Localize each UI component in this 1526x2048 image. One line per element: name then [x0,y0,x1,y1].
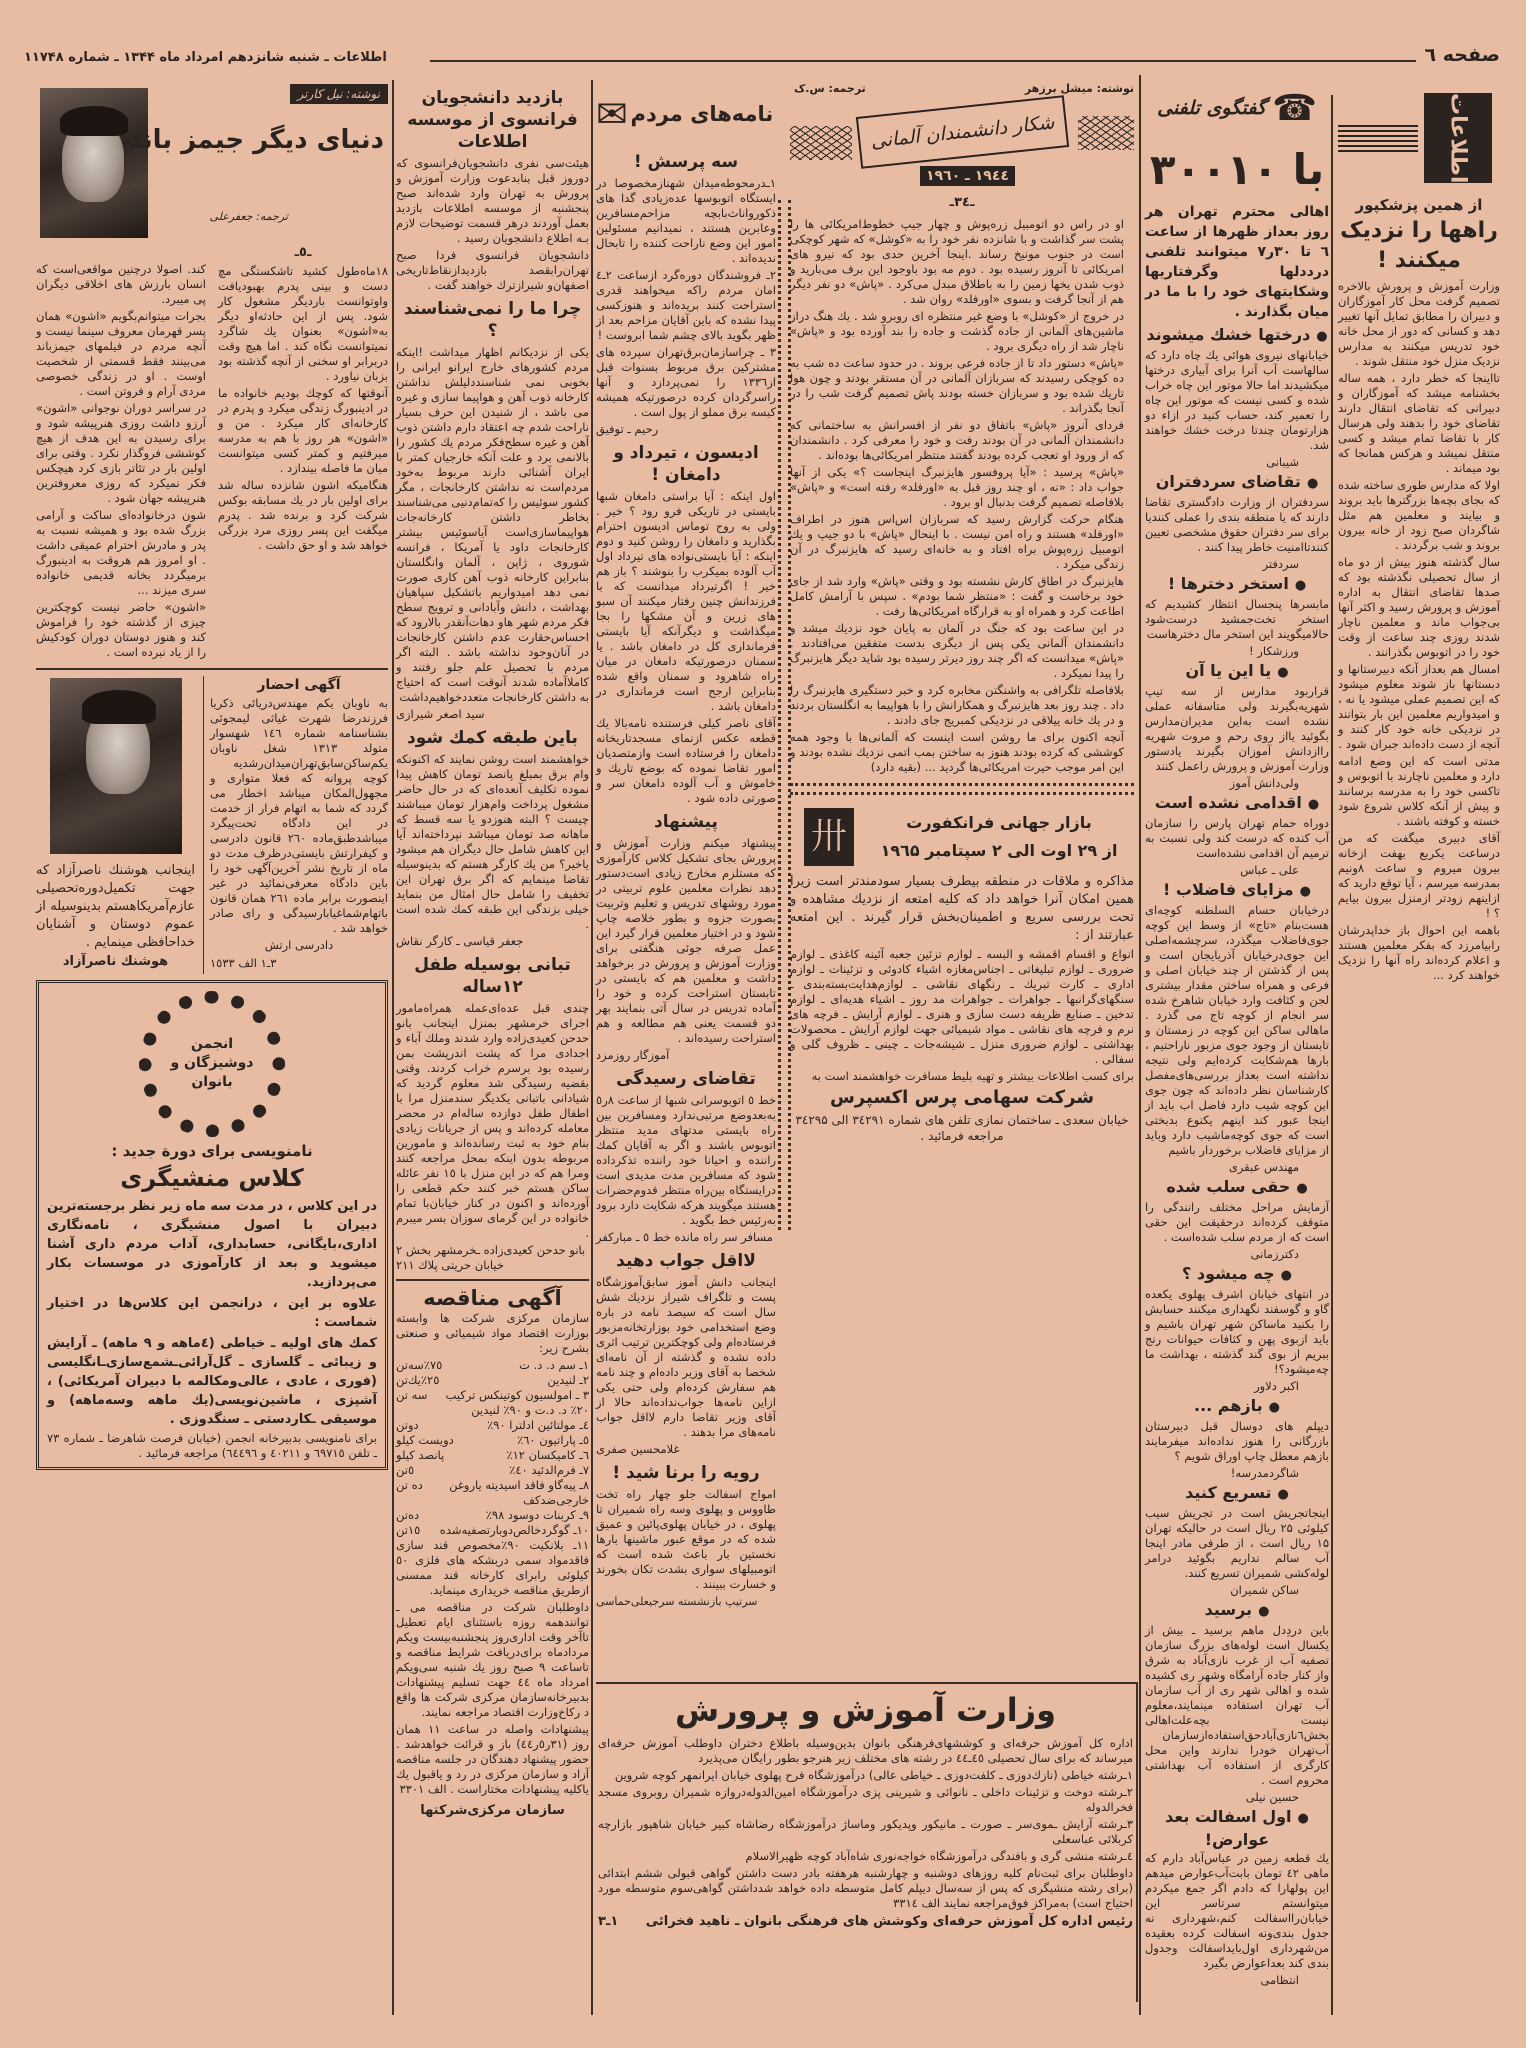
cross-divider [790,783,1134,795]
phone-item-title: ● یا این یا آن [1145,660,1329,683]
phone-item-title: ● استخر دخترها ! [1145,573,1329,596]
portrait-photo [40,88,148,238]
ministry-item: ٤ـرشته منشی گری و بافندگی درآموزشگاه خواجه‌نوری شاه‌آباد کوچه ظهیرالاسلام [745,1849,1133,1863]
serial-paragraph: «پاش» دستور داد تا از جاده فرعی بروند . در حدود ساعت ده شب به ده کوچکی رسیدند که سربازان آلمانی در آن مستقر بودند و چون هوا تاریك شده بود و سربازان خسته بودند پاش تصمیم گرفت شب را در آنجا بگذراند . [790,356,1124,415]
translator: ترجمه: جعفرعلی [209,210,288,223]
envelope-icon: ✉ [596,92,628,136]
letters-column [596,82,776,1612]
letters-header [596,82,776,146]
letter-title: ادیسون ، تیرداد و دامغان ! [613,443,759,485]
footer-signer: سرتیپ بازنشسته سرجیعلی‌حماسی [596,1595,758,1608]
portrait-hair [82,690,156,724]
serial-column [790,80,1134,1146]
tender-item-qty: ده تن [396,1477,423,1492]
tender-item-row [396,1388,589,1418]
phone-item-signer: ساکن شمیران [1230,1583,1299,1597]
bond-paragraph: کند. اصولا درچنین مواقعی‌است که انسان بارزش های اخلاقی دیگران پی میبرد. [36,262,206,306]
fair-logo-icon: 卅 [804,808,854,866]
bond-paragraph: بجرات میتوانم‌بگویم «اشون» همان پسر قهرمان معروف سینما نیست و آنچه مردم در فیلمهای جیمزباند می‌بینند فقط قسمتی از شخصیت اوست . او در زندگی خصوصی مردی آرام و فروتن است . [36,309,206,398]
tender-intro: سازمان مرکزی شرکت ها وابسته بوزارت اقتصاد مواد شیمیائی و صنعتی بشرح زیر: [396,1310,589,1355]
dancing-figures-icon [139,991,285,1137]
tender-item-qty: ۷٥٪سه‌تن [396,1357,443,1372]
serial-paragraph: هایزنبرگ در اطاق کارش نشسته بود و وقتی «پاش» وارد شد از جای خود برخاست و گفت : «منتظر شما بودم» . سپس با آرامش کامل اطاعت کرد و همراه او به قرارگاه امریکائی‌ها رفت . [790,574,1124,618]
ettelaat-logo [1424,93,1492,183]
column-logo [1338,85,1500,190]
serial-paragraph: او در راس دو اتومبیل زره‌پوش و چهار جیپ خطوط‌امریکائی ها را پشت سر گذاشت و با شانزده نفر خود را به «کوشل» که شهر کوچکی است در جنوب مونیخ رساند .اینجا آخرین حدی بود که نیرو های امریکائی تا آنروز رسیده بود . دوم مه بود باوجود این برف می‌بارید و ذوب شدن یخها زمین را به باطلاق مبدل می‌کرد . «پاش» دو نفر دیگر هم از آنجا گرفت و بسوی «اورفلد» روان شد . [790,217,1124,306]
phone-item-signer: حسین نیلی [1245,1790,1299,1804]
date-line: اطلاعات ـ شنبه شانزدهم امرداد ماه ۱۳۴۴ ـ شماره ۱۱۷۴۸ [24,50,387,65]
phone-item-body: اینجاتجریش است در تجریش سیب کیلوئی ۲۵ ریال است در حالیکه تهران ۱۵ ریال است ، از طرفی مادر اینجا آب سالم نداریم بگوئید درامر لوله‌کشی شمیران تسریع کنند. [1145,1506,1329,1580]
ministry-signature: رئیس اداره کل آموزش حرفه‌ای وکوشش های فرهنگی بانوان ـ ناهید فخرائی [645,1914,1133,1929]
tender-paragraph: ۱۱ـ بلانکیت ۹۰٪مخصوص قند سازی فاقدمواد سمی دربشکه های فلزی ٥۰ کیلوئی رابرای کارخانه قند ممسنی ازطریق مناقصه خریداری مینماید. [396,1537,589,1597]
phone-items [1145,324,1329,1988]
phone-item-signer: سردفتر [1262,557,1299,571]
letter-paragraph: دانشجویان فرانسوی فردا صبح تهران‌رابقصد بازدیدازنقاط‌تاریخی اصفهان‌و شیرازترك خواهند گفت . [396,248,589,292]
serial-paragraph: بلافاصله تلگرافی به واشنگتن مخابره کرد و خبر دستگیری هایزنبرگ را داد . چند روز بعد هایزنبرگ و همکارانش را با هواپیما به انگلستان بردند و در یك خانه ییلاقی در نزدیکی کمبریج جای دادند . [790,683,1124,727]
letter-paragraph: پیشنهاد میکنم وزارت آموزش و پرورش بجای تشکیل کلاس کارآموزی که مستلزم مخارج زیادی است‌دستور دهد نظرات معلمین علوم تربیتی در مورد روشهای تدریس و تعلیم وتربیت بصورت جزوه و بطور خلاصه چاپ شود و در اختیار معلمین قرار گیرد این عمل صرفه جوئی هنگفتی برای وزارت آموزش و پرورش در برخواهد داشت و معلمین هم که بایستی در تابستان استراحت کرده و خود را آماده تدریس در سال آتی بنمایند بهر دو قسمت یعنی هم مطالعه و هم استراحت رسیده‌اند . [596,836,776,1045]
phone-item-signer: ورزشکار ! [1249,644,1299,658]
phone-item-body: قراربود مدارس از سه تیپ شهریه‌بگیرند ولی متاسفانه عملی نشده است به‌این مدیران‌مدارس بگوئید یااز روی رحم و مروت شهریه راازدانش آموزان بگیرند یادستور وزارت آموزش و پرورش راعمل کنند [1145,684,1329,773]
phone-item-title: ● اقدامی نشده است [1145,792,1329,815]
phone-item-signer: شیبانی [1266,455,1299,469]
phone-intro: اهالی محترم تهران هر روز بعداز ظهرها از ساعت ٦ تا ۳۰ر۷ میتوانند تلفنی درددلها وگرفتاریها وشکایتهای خود را با ما در میان بگذارند . [1145,204,1329,320]
summons-body: به ناوبان یکم مهندس‌دریائی ذکریا فرزندرضا شهرت غیاثی لیمجوئی بشناسنامه شماره ۱٤٦ شهسوار متولد ۱۳۱۳ شغل ناوبان یکم‌ساکن‌سابق‌تهران‌میدان‌رشدیه کوچه پروانه که فعلا متواری و مجهول‌المکان میباشد اخطار می گردد که شما به اتهام فرار از خدمت در این دادگاه تحت‌پیگرد میباشدطبق‌ماده ۲٦۰ قانون دادرسی و کیفرارتش بایستی‌درظرف مدت دو ماه از تاریخ نشر آخرین‌آگهی خود را باین دادگاه معرفی‌نمائید در غیر اینصورت برابر ماده ۲٦۱ همان قانون باتهام‌شماغیابا‌رسیدگی و رای صادر خواهد شد . [210,695,389,935]
serial-paragraph: هنگام حرکت گزارش رسید که سربازان اس‌اس هنوز در اطراف «اورفلد» هستند و راه امن نیست . با اینحال «پاش» با دو جیپ و یك اتومبیل زره‌پوش براه افتاد و به خانه‌ای رسید که هایزنبرگ در آن زندگی میکرد . [790,512,1124,571]
serial-years: ۱۹٤٤ ـ ۱۹٦۰ [920,166,1015,186]
tender-item-row [396,1523,589,1538]
farewell-photo-frame [36,676,195,856]
tender-item-qty: ٥تن [396,1462,415,1477]
tender-item-name: ۸ـ پیه‌گاو فاقد اسیدیته یاروغن خارجی‌ضدکف [449,1477,589,1507]
serial-header [790,80,1134,192]
tender-item-row [396,1418,589,1433]
letter-signer: بانو حدحن کعیدی‌زاده ـخرمشهر بخش ۲ خیابان حریتی پلاك ۲۱۱ [396,1243,586,1272]
tender-item-name: ۱۰ـ گوگردخالص‌دوبارتصفیه‌شده [439,1522,589,1537]
section-divider [396,1279,589,1281]
ministry-intro: اداره کل آموزش حرفه‌ای و کوششهای‌فرهنگی بانوان بدین‌وسیله باطلاع دختران داوطلب آموزش حرفه‌ای میرساند که برای سال تحصیلی ٤٥ـ٤٤ در رشته های مختلف زیر هنرجو بطور رایگان می‌پذیرد [598,1736,1133,1765]
association-paragraph: علاوه بر این ، درانجمن این کلاس‌ها در اختیار شماست : [47,1295,377,1330]
letter-paragraph: یکی از نزدیکانم اظهار میداشت !اینکه مردم کشورهای خارج ایرانو ایرانی را بخوبی نمی شناسنددلیلش نداشتن کارخانه ذوب آهن و هواپیما سازی و غیره می باشد ، از شنیدن این حرف بسیار ناراحت شدم چه اعتقاد دارم داشتن ذوب آهن و غیره سطح‌فکر مردم یك کشور را بالانمی برد و علت آنکه خارجیان کمتر با ایران آشنائی دارند مربوط به‌خود مردم‌است نه نداشتن کارخانجات ، مگر کشور سوئیس را که‌تمام‌دنیی می‌شناسند بخاطر داشتن کارخانه‌جات هواپیماسازی‌است آیاسوئیس بیشتر کارخانجات داود یا آمریکا ، فرانسه شوروی ، ژاپن ، آلمان وانگلستان بنابراین کارخانه ذوب آهن کاری صورت نمی دهد امیدواریم باتشکیل سپاهیان بهداشت ، دانش وآبادانی و ترویج سطح فکر مردم شهر هاو دهات‌آنقدر بالارود که احساس‌حقارت عدم داشتن کارخانجات در آنان‌وجود نداشته باشد . البته اگر مردم با تحصیل علم جلو رفتند و کاملاآماده شدند آنوقت است که احتیاج به داشتن کارخانجات متعددخواهیم‌داشت [396,345,589,704]
summons-ad [203,676,388,974]
association-paragraph: کمك های اولیه ـ خیاطی (٤ماهه و ۹ ماهه) ـ آرایش و زیبائی ـ گلسازی ـ گل‌آرائی‌ـشمع‌سازی‌ـانگلیسی (فوری ، عادی ، عالی‌ومکالمه با دبیران آمریکائی) ، آشپزی ، ماشین‌نویسی(یك ماهه وسه‌ماهه) و موسیقی ـکاردستی ـ سنگدوزی . [47,1335,377,1427]
tender-item-row [396,1463,589,1478]
frankfurt-paragraph: مذاکره و ملاقات در منطقه بیطرف بسیار سودمندتر است زیرا همین امکان آنرا خواهد داد که کلیه امتعه از نزدیك مشاهده و تحت بررسی سریع و اطمینان‌بخش قرار گیرند . این امتعه عبارتند از : [790,874,1134,943]
letter-paragraph: چندی قبل عده‌ای‌عمله همراه‌مامور اجرای خرمشهر بمنزل اینجانب بانو حدحن کعیدی‌زاده وارد شدند وملك آباء و اجدادی مرا که پشت اندرپشت بمن رسیده بود برسرم خراب کردند. وقتی بقضیه رسیدگی شد معلوم گردید که شیادانی باتبانی یکدیگر سندمنزل مرا با اطفال طفل دوازده ساله‌ام در محضر معامله کرده‌اند و پس از جریانات زیادی بنام خود به ثبت رسانده‌اند و مامورین مربوطه بدون اینکه بمحل مراجعه کنند ومرا هم که در این منزل با ۱٥ نفر عائله ساکن هستم خبر کنند حکم قطعی را آورده‌اند و اکنون در کنار خیابان‌با تمام خانواده در این گرمای سوزان بسر میبرم . [396,1001,589,1240]
association-logo [47,991,377,1137]
phone-item-title: ● چه میشود ؟ [1145,1263,1329,1286]
phone-header [1145,78,1329,138]
bond-serial [36,82,388,662]
letters-list [596,151,776,1592]
logo-stripes [1338,125,1418,153]
phone-item-body: آزمایش مراحل مختلف رانندگی را متوقف کرده‌اند درحقیقت این حقی است که از مردم سلب شده‌است . [1145,1200,1329,1244]
association-paragraph: در این کلاس ، در مدت سه ماه زیر نظر برجسته‌ترین دبیران با اصول منشیگری ، نامه‌نگاری اداری،بایگانی، حسابداری، آداب مردم داری آشنا میشوید و بعد از کارآموزی در موسسات بکار می‌پردازید. [47,1198,377,1290]
page-number: صفحه ٦ [1424,44,1500,66]
phone-item-title: ● اول اسفالت بعد عوارض! [1145,1806,1329,1850]
serial-paragraph: «پاش» پرسید : «آیا پروفسور هایزنبرگ اینجاست ؟» یکی از آنها جواب داد : «نه ، او چند روز قبل به «اورفلد» رفته است» و «پاش» بلافاصله تصمیم گرفت بدنبال او برود . [790,465,1124,509]
article-paragraph: امسال هم بعداز آنکه دبیرستانها و دبستانها باز شوند معلوم میشود که این تصمیم عملی میشود یا نه ، و امیدواریم معلمین این بار بتوانند در نزدیکی خانه خود کار کنند و آنچه از دست داده‌اند جبران شود . [1338,662,1500,751]
association-title: کلاس منشیگری [120,1163,304,1192]
summons-code: ۳ـ۱ الف ۱٥۳۳ [210,955,277,970]
article-paragraph: باهمه این احوال باز خداپدرشان رابیامرزد که بفکر معلمین هستند و اعلام کرده‌اند راه آنها را نزدیک خواهند کرد ... [1338,923,1500,982]
small-ads-row [36,676,388,974]
ministry-item: ۳ـرشته آرایش ـموی‌سر ـ صورت ـ مانیکور وپدیکور وماساژ درآموزشگاه رضاشاه کبیر خیابان شاهپور بازارچه کربلائی عباسعلی [598,1817,1133,1846]
frankfurt-paragraph: انواع و اقسام اقمشه و البسه ـ لوازم تزئین جعبه آئینه کاغذی ـ لوازم ضروری ـ لوازم تبلیغاتی ـ اجناس‌مغازه‌ اشیاء کادوئی و تزئینات ـ لوازم اداری ـ کارت تبریك ـ رنگهای نقاشی ـ لوازم‌هدایت‌بسته‌بندی ـ سنگهای‌گرانبها ـ جواهرات ـ جواهرات مد روز ـ اشیاء هدیه‌ای ـ لوازم تدخین ـ صنایع ظریفه دست سازی و هنری ـ لوازم آرایش ـ فرچه های نرم و فرچه های نقاشی ـ مواد شیمیائی جهت لوازم آرایش ـ محصولات بهداشتی ـ لوازم ضروری منزل ـ شیشه‌جات ـ چینی ـ ظروف گلی و سفالی . [790,947,1134,1066]
ministry-item: ۲ـرشته دوخت و تزئینات داخلی ـ نانوائی و شیرینی پزی درآموزشگاه امین‌الدوله‌دروازه شمیران روبروی مسجد فخرالدوله [598,1785,1133,1814]
phone-item-title: ● درختها خشك میشوند [1145,324,1329,347]
students-list [396,87,589,1273]
phone-item-signer: مهندس عبقری [1228,1160,1299,1174]
tender-item-name: ۷ـ فرم‌الدئید ٤۰٪ [509,1462,589,1477]
section-divider [36,668,388,670]
phone-item-title: ● تقاضای سردفتران [1145,471,1329,494]
phone-item-body: درخیابان حسام السلطنه کوچه‌ای هست‌بنام «تاج» از وسط این کوچه جوی‌فاضلاب میگذرد، سرچشمه‌اصلی این جوی‌درخیابان آذربایجان است و پس از گذشتن از چند خیابان اصلی و فرعی و همراه ساختن مقدار بیشتری لجن و کثافت وارد خیابان شاهرخ شده سر انجام از کوچه تاج می گذرد . ماهالی ساکن این کوچه در زمستان و تابستان از وجود جوی مزبور ناراحتیم ، بارها هم‌شکایت کرده‌ایم ولی نتیجه نداشته است بعداز بررسی‌های‌مفصل کارشناسان نظر داده‌اند که چون جوی این کوچه شیب دارد فاضل اب باید از اینجا عبور کند اینهم یکنوع بدبختی است که جوی کوچه‌ماشیب دارد وباید از مزایای فاضلاب برخوردار باشیم [1145,903,1329,1157]
letter-title: رویه را برنا شید ! [612,1463,760,1483]
episode-number: ـ۳٤ـ [949,195,975,210]
logo-text: اطلاعات [1445,92,1471,184]
farewell-signer: هوشنك ناصرآزاد [62,953,169,969]
association-subtitle: نامنویسی برای دورة جدید : [111,1141,313,1160]
tender-item-qty: ۱٥تن [396,1522,421,1537]
article-paragraph: وزارت آموزش و پرورش بالاخره تصمیم گرفت محل کار آموزگاران و دبیران را مطابق تمایل آنها تغییر دهد و کسانی که دور از محل خانه خود تدریس میکنند به مدارس نزدیک منزل خود منتقل شوند . [1338,279,1500,368]
letter-paragraph: امواج اسفالت جلو چهار راه تخت طاووس و پهلوی وسه راه شمیران تا پهلوی ، در خیابان پهلوی‌پائین و عمیق شده که در موقع عبور ماشینها بارها نخستین بار باعث شده است که اتومبیلهای سواری بشدت تکان بخورند و خسارت ببینند . [596,1487,776,1591]
letter-title: چرا ما را نمی‌شناسند ؟ [403,299,582,341]
logo-text: انجمن دوشیزگان و بانوان [170,1036,254,1090]
ministry-title: وزارت آموزش و پرورش [675,1691,1056,1729]
serial-paragraph: در خروج از «کوشل» با وضع غیر منتظره ای روبرو شد . یك هنگ دراز ماشین‌های آلمانی از جاده گذشت و جاده را بند آورده بود و «پاش» ناچار شد از راه دیگری برود . [790,309,1124,353]
summons-signer: دادرسی ارتش [264,937,334,952]
portrait-photo [50,678,182,854]
tender-item-qty: ده‌تن [396,1507,420,1522]
tender-item-qty: دوتن [396,1417,419,1432]
ministry-code: ۱ـ۳ [598,1914,619,1929]
company-name: شرکت سهامی پرس اکسپرس [829,1087,1095,1108]
letter-title: باین طبقه کمك شود [407,728,578,748]
farewell-body: اینجانب هوشنك ناصرآزاد که جهت تکمیل‌دوره‌تحصیلی عازم‌آمریکاهستم بدینوسیله از عموم دوستان و آشنایان خداحافظی مینمایم . [36,862,195,950]
tender-item-name: ۲ـ لنیدین [547,1372,589,1387]
byline-author: نوشته: میشل برزهر [1024,82,1134,95]
letter-paragraph: هیئت‌سی نفری دانشجویان‌فرانسوی که دوروز قبل بنابدعوت وزارت آموزش و پرورش به تهران وارد شده‌اند صبح پنجشنبه از موسسه اطلاعات بازدید بعمل آوردند درهر قسمت توضیحات لازم بـه اطلاع دانشجویان رسید . [396,156,589,245]
company-address: خیابان سعدی ـ ساختمان نمازی تلفن های شماره ۳٤۲۹۱ الی ۳٤۲۹۵ مراجعه فرمائید . [795,1113,1129,1143]
article-paragraph: سال گذشته هنوز بیش از دو ماه از سال تحصیلی نگذشته بود که صدها تقاضای انتقال به اداره آموزش و پرورش رسید و اکثر آنها بی‌جواب ماند و معلمین ناچار شدند روزی چند ساعت از وقت خود را در اتوبوس بگذرانند . [1338,555,1500,659]
portrait-hair [60,106,128,136]
phone-item-body: خیابانهای نیروی هوائی یك چاه دارد که سالهاست آب آنرا برای آبیاری درختها میکشیدند اما حالا موتور این چاه خراب شده و کسی نیست که موتور این چاه را تعمیر کند، حساب کنید در ازاء دو هزارتومان چندتا درخت خشك خواهند شد. [1145,348,1329,452]
tender-item-row [396,1478,589,1508]
phone-item-body: باین دردِدل ماهم برسید ـ بیش از یکسال است لوله‌های بزرگ سازمان تصفیه آب از غرب نازی‌آباد به شرق واز کنار جاده آرامگاه وشهر ری کشیده شده و اهالی شهر ری از آب سازمان آب تهران استفاده مینمایند،معلوم نیست بچه‌علت‌اهالی بخش٦نازی‌آبادحق‌استفاده‌ازسازمان آب‌تهران خودرا ندارند واین محل کارگری از استفاده آب بهداشتی محروم است . [1145,1623,1329,1787]
bond-header [36,82,388,242]
tender-item-qty: ۲٥٪یك‌تن [396,1372,440,1387]
tender-paragraph: پیشنهادات واصله در ساعت ۱۱ همان روز (۳۱ر٥ر٤٤) باز و قرائت خواهدشد . حضور پیشنهاد دهندگان در جلسه مناقصه آزاد و سازمان مرکزی در رد و یاقبول یك یاکلیه پیشنهادات مختاراست . الف ۳۳۰۱ [396,1721,589,1796]
serial-title: شکار دانشمندان آلمانی [856,95,1069,169]
bond-paragraph: هنگامیکه اشون شانزده ساله شد برای اولین بار در یك مسابقه بوکس شرکت کرد و برنده شد . پدرم میگفت این پسر روزی مرد بزرگی خواهد شد و او حق داشت . [218,478,388,552]
column-divider [591,80,593,2015]
article-title: راهها را نزدیک میکنند ! [1340,218,1498,273]
bond-paragraph: «اشون» حاضر نیست کوچکترین چیزی از گذشته خود را فراموش کند و هنوز دوستان دوران کودکیش را از یاد نبرده است . [36,600,206,659]
phone-number-title: با ۳۰۰۱۰ [1149,145,1325,194]
bond-paragraph: آنوقتها که کوچك بودیم خانواده ما در ادینبورگ زندگی میکرد و پدرم در کارخانه‌ای کار میکرد . من و «اشون» هر روز با هم به مدرسه میرفتیم و کمتر کسی میتوانست میان ما فاصله بیندازد . [218,386,388,475]
phone-item-title: ● حقی سلب شده [1145,1176,1329,1199]
column-divider [1139,75,1141,2015]
phone-item-body: سردفتران از وزارت دادگستری تقاضا دارند که یا منطقه بندی را عملی کنندیا برای سر دفتران حقوق مشخصی تعیین کنندتاامنیت خاطر پیدا کنند . [1145,495,1329,554]
tender-item-row [396,1373,589,1388]
phone-column [1145,78,1329,1989]
farewell-ad [36,676,195,972]
letter-paragraph: ۲ـ فروشندگان دوره‌گرد ازساعت ۲ـ٤ امان مردم راکه میخواهند قدری استراحت کنند بریده‌اند و هنوزکسی پیدا نشده که باین آقایان مزاحم بعد از ظهر بگوید بالای چشم شما ابروست ! [596,268,776,342]
decorative-net [790,126,852,160]
bond-paragraph: در سراسر دوران نوجوانی «اشون» آرزو داشت روزی هنرپیشه شود و برای رسیدن به این هدف از هیچ کوششی فروگذار نکرد . وقتی برای اولین بار در تئاتر بازی کرد هیچکس فکر نمیکرد که روزی معروفترین هنرپیشه جهان شود . [36,401,206,505]
section-title: نامه‌های مردم [630,102,774,126]
phone-item-body: در انتهای خیابان اشرف پهلوی یکعده گاو و گوسفند نگهداری میکنند حسابش را بکنید ماساکن شهر تهران باشیم و باید ازبوی پهن و کثافات حیوانات رنج ببریم از بوی گند گذشته ، بهداشت ما چه‌میشود؟! [1145,1287,1329,1376]
phone-item-body: مابسرها پنجسال انتظار کشیدیم که استخر تخت‌جمشید درست‌شود حالامیگویند این استخر مال دخترهاست [1145,597,1329,641]
tender-items [396,1358,589,1538]
letter-title: سه پرسش ! [633,152,739,172]
article-paragraph: اولا که مدارس طوری ساخته شده که بجای بچه‌ها بزرگترها باید بروند و بیایند و معلمین هم مثل شاگردان صبح زود از خانه بیرون بروند و شب برگردند . [1338,478,1500,552]
frankfurt-paragraph: برای کسب اطلاعات بیشتر و تهیه بلیط مسافرت خواهشمند است به [811,1069,1134,1083]
tender-ad [396,1287,589,1819]
article-kicker: از همین پزشکپور [1355,196,1483,214]
section-title: گفتگوی تلفنی [1157,97,1267,119]
left-column [36,82,388,1470]
header-rule [430,60,1416,62]
letter-paragraph: خواهشمند است روشن نمایند که اکنونکه وام برق بمبلغ پانصد تومان کاهش پیدا نموده تکلیف آنعده‌ای که در حال حاضر مشغول پرداخت وام‌هزار تومان میباشند چیست ؟ البته هنوزدو یا سه قسط که ماهانه صد تومان میباشد نپرداخته‌اند آیا این کاهش شامل حال دیگران هم میشود یاخیر؟ من یك کارگر هستم که بدینوسیله تقاضا مینمایم که اگر برق تهران این تخفیف را شامل حال امثال من بنماید خیلی بزندگی این طبقه کمك شده است . [396,752,589,931]
frankfurt-ad [790,801,1134,1144]
letter-paragraph: اول اینکه : آیا براستی دامغان شبها بایستی در تاریکی فرو رود ؟ خیر . ولی به روح توماس ادیسون احترام بگذارید و دامغان را روشن کنید و دوم اینکه : آیا بایستی‌نواده های تیرداد اول آب آلوده بمیکرب را بنوشند ؟ باز هم خیر ! اگرتیرداد میدانست که با فرزندانش چنین رفتار میکنند آن سبو های زرین و آن مشکها را بجا میگذاشت و دیگرآنکه آیا بایستی فرمانداری کل در دامغان باشد . یا سمنان درصورتیکه دامغان در میان راه شاهرود و سمنان واقع شده بنابراین ارجح است فرمانداری در دامغان باشد . [596,489,776,713]
ministry-item: ۱ـرشته خیاطی (نازك‌دوزی ـ کلفت‌دوزی ـ خیاطی عالی) درآموزشگاه فرح پهلوی خیابان ایرانمهر کوچه شروین [614,1768,1133,1782]
byline-author: نوشته: نیل کارتر [290,84,389,104]
letter-paragraph: اینجانب دانش آموز سابق‌آموزشگاه پست و تلگراف شیراز نزدیك شش سال است که سیصد نامه در باره وضع استخدامی خود بوزارتخانه‌مزبور فرستاده‌ام ولی کوچکترین ترتیب اثری داده نشده و گذشته از آن نامه‌ای شخصا به آقای وزیر داده‌ام و چند نامه هم سفارش کرده‌ام ولی حتی یکی ازاین نامه‌ها جواب‌نداده‌اند حالا از آقای وزیر تقاضا دارم لااقل جواب نامه‌های مرا بدهند . [596,1275,776,1439]
phone-item-title: ● بازهم ... [1145,1395,1329,1418]
tender-item-name: ٥ـ پاراتیون ٦۰٪ [517,1432,589,1447]
tender-item-row [396,1448,589,1463]
letter-title: تبانی بوسیله طفل ۱۲ساله [414,955,571,997]
letter-title: پیشنهاد [654,812,718,832]
phone-item-signer: اکبر دلاور [1254,1379,1299,1393]
letter-signer: رحیم ـ توفیق [596,422,659,436]
serial-paragraph: در این ساعت بود که جنگ در آلمان به پایان خود نزدیك میشد و دانشمندان آلمانی یکی پس از دیگری بدست متفقین می‌افتادند . «پاش» میدانست که اگر چند روز دیرتر رسیده بود شاید دیگر هایزنبرگ را پیدا نمیکرد . [790,621,1124,680]
column-divider [392,80,394,2015]
letter-paragraph: خط ٥ اتوبوسرانی شبها از ساعت ٨ر٥ به‌بعدوضع مرتبی‌ندارد ومسافرین بین راه بایستی مدتهای مدید منتظر اتوبوس باشند و اگر به آقایان کمك راننده و احیانا خود راننده تذکرداده شود که مسافرین مدت مدیدی است درایستگاه بین‌راه منتظر قدوم‌حضرات هستند میگویند هرکه شکایت دارد برود به‌رئیس خط بگوید . [596,1093,777,1227]
letter-signer: آموزگار روزمزد [596,1048,670,1062]
phone-item-signer: انتظامی [1260,1973,1299,1987]
frankfurt-dates: از ۲۹ اوت الی ۲ سپتامبر ۱۹٦۵ [880,841,1118,860]
article-paragraph: تااینجا که خطر دارد ، همه ساله بخشنامه میشد که آموزگاران و دبیرانی که تقاضای انتقال دارند تقاضای خود را بدهند ولی هرسال کار با تقاضا تمام میشد و کسی منتقل نمیشد و هرکس همانجا که بود میماند . [1338,371,1500,475]
tender-item-name: ۹ـ کربنات دوسود ۹۸٪ [485,1507,589,1522]
tender-item-name: ۱ـ سم د. د. ت [519,1357,589,1372]
tender-signer: سازمان مرکزی‌شرکتها [420,1802,565,1818]
phone-item-signer: ولی‌دانش آموز [1229,776,1299,790]
letter-signer: مسافر سر راه مانده خط ٥ ـ مبارکفر [596,1230,773,1244]
association-ad [36,980,388,1470]
tender-item-row [396,1358,589,1373]
tender-paragraph: داوطلبان شرکت در مناقصه می ـ توانندهمه روزه باستثنای ایام تعطیل تاآخر وقت اداری‌روز پنجشنبه‌بیست ویکم مردادماه برای‌دریافت شرایط مناقصه و تاساعت ۹ صبح روز یك شنبه سی‌ویکم امرداد ماه ٤٤ جهت تسلیم پیشنهادات بدبیرخانه‌سازمان مرکزی شرکت ها واقع د رکاخ‌وزارت اقتصاد مراجعه نمایند. [396,1599,590,1719]
serial-title: دنیای دیگر جیمز باند [127,125,384,155]
serial-paragraph: آنچه اکنون برای ما روشن است اینست که آلمانی‌ها با وجود همه کوششی که کرده بودند هنوز به ساختن بمب اتمی نزدیك نشده بودند و این امر موجب حیرت امریکائی‌ها گردید ... (بقیه دارد) [790,730,1124,774]
students-column [396,82,589,1822]
phone-item-title: ● مزایای فاضلاب ! [1145,879,1329,902]
tender-item-row [396,1433,589,1448]
phone-item-signer: دکترزمانی [1250,1247,1299,1261]
phone-item-signer: علی ـ عباس [1240,863,1299,877]
tender-item-row [396,1508,589,1523]
episode-number: ـ٥ـ [294,245,312,260]
bond-paragraph: شون درخانواده‌ای ساکت و آرامی بزرگ شده بود و همیشه نسبت به پدر و مادرش احترام عمیقی داشت . او امروز هم هروقت به ادینبورگ برمیگردد بخانه قدیمی خانواده سری میزند ... [36,508,206,597]
section-divider [596,1682,1136,1684]
column-divider [1136,1682,1138,2002]
article-paragraph: آقای دبیری میگفت که من درساعت یکربع بهفت ازخانه بیرون میروم و ساعت ٨ونیم بمدرسه میرسم ، آیا توقع دارید که ازاینهم زودتر ازمنزل بیرون بیایم ؟ ! [1338,831,1500,920]
phone-item-signer: شاگردمدرسه! [1230,1466,1299,1480]
letter-signer: جعفر قیاسی ـ کارگر نقاش [396,934,524,948]
byline-translator: ترجمه: س.ک [794,82,866,95]
phone-item-body: دیپلم های دوسال قبل دبیرستان بازرگانی را هنوز نداده‌اند میفرمایند بازهم معطل چاپ اوراق شویم ؟ [1145,1419,1329,1463]
tender-item-name: ٤ـ مولتائین ادلترا ۹۰٪ [487,1417,589,1432]
serial-paragraph: فردای آنروز «پاش» باتفاق دو نفر از افسرانش به ساختمانی که دانشمندان آلمانی در آن بودند رفت و خود را معرفی کرد . دانشمندان که از ورود او تعجب کرده بودند گفتند منتظر امریکائی‌ها بوده‌اند . [790,418,1124,462]
frankfurt-header [790,801,1134,873]
letter-paragraph: ۳ ـ چراسازمان‌برق‌تهران سپرده های مشترکین برق مربوط بسنوات قبل از۱۳۳٦ را نمی‌پردازد و آنها راسرگردان کرده درصورتیکه همیشه کیسه برق مملو از پول است . [596,345,776,419]
bond-paragraph: ۱۸ماه‌طول کشید تاشکستگی مچ دست و بینی پدرم بهبودیافت واوتوانست باردیگر مشغول کار شود. پس از این حادثه‌او دیگر به«اشون» بعنوان یك شاگرد نمیتوانست نگاه کند . اما هیچ وقت دربرابر او سخنی از آنچه گذشته بود بزبان نیاورد . [218,264,388,383]
summons-title: آگهی احضار [257,676,341,693]
tender-item-qty: دویست کیلو [396,1432,454,1447]
tender-item-name: ۳ ـ امولسیون کوتینکس ترکیب ۲۰٪ د. د.ت و ۹۰٪ لنیدین [445,1387,589,1417]
telephone-icon: ☎ [1272,87,1317,129]
tender-item-qty: سه تن [396,1387,428,1402]
tender-item-qty: پانصد کیلو [396,1447,445,1462]
association-paragraph: برای نامنویسی بدبیرخانه انجمن (خیابان فرصت شاهرضا ـ شماره ۷۳ ـ تلفن ٦۹۷۱٥ و ٤۰۲۱۱ و ٦٤٤۹٦) مراجعه فرمائید . [47,1430,377,1460]
tender-title: آگهی مناقصه [423,1285,562,1310]
letter-paragraph: آقای ناصر کیلی فرستنده نامه‌بالا یك قطعه عکس ازنمای مسجدتاریخانه دامغان را فرستاده است وازمتصدیان امور تقاضا نموده که بوضع تاریك و خاموش و آب آلوده دامغان سر و صورتی داده شود . [596,716,776,805]
phone-item-title: ● برسید [1145,1599,1329,1622]
phone-item-body: یك قطعه زمین در عباس‌آباد دارم که ماهی ٤۲ تومان بابت‌آب‌عوارض میدهم این پولهارا که دادم اگر جمع میکردم میتوانستم سرتاسر این خیابان‌رااسفالت کنم،شهرداری نه جدول بندی‌ونه اسفالت کرده بعقیده من‌شهرداری اول‌بایداسفالت وجدول بندی کند بعداعوارض بگیرد [1145,1851,1329,1970]
letter-paragraph: ۱ـدرمحوطه‌میدان شهنازمخصوصا در ایستگاه اتوبوسها عده‌زیادی گدا های ذکورواناث‌بابچه مزاحم‌مسافرین وعابرین هستند ، نمیدانیم مسئولین امور این وضع ناراحت کننده را تابحال ندیده‌اند . [596,176,776,265]
letter-title: تقاضای رسیدگی [616,1069,756,1089]
letter-title: بازدید دانشجویان فرانسوی از موسسه اطلاعات [407,88,578,152]
article-paragraph: مدتی است که این وضع ادامه دارد و معلمین ناچارند با اتوبوس و تاکسی خود را به مدرسه برسانند و پیش از آنکه کلاس شروع شود خسته و کوفته باشند . [1338,754,1500,828]
frankfurt-title: بازار جهانی فرانکفورت [906,813,1092,832]
ettelaat-column [1338,85,1500,985]
phone-item-title: ● تسریع کنید [1145,1482,1329,1505]
ministry-ad [598,1688,1133,1931]
letter-signer: سید اصغر شیرازی [396,707,485,721]
column-divider [1331,95,1333,2015]
decorative-net [1078,116,1134,150]
ministry-item: داوطلبان برای ثبت‌نام کلیه روزهای دوشنبه و چهارشنبه هرهفته بادر دست داشتن گواهی قبولی ششم ابتدائی (برای رشته منشیگری که پس از سه‌سال دیپلم کامل متوسطه داده خواهد شدداشتن گواهی‌سوم متوسطه مورد احتیاج است) به‌مراکز فوق‌مراجعه نمایند الف ۳۳۱٤ [598,1866,1133,1910]
phone-item-body: دوراه حمام تهران پارس را سازمان آب کنده که درست کند ولی نسبت به ترمیم آن اقدامی نشده‌است [1145,816,1329,860]
letter-signer: غلامحسین صفری [596,1442,680,1456]
letter-title: لااقل جواب دهید [616,1251,756,1271]
tender-item-name: ٦ـ کامیکسان ۱۲٪ [506,1447,589,1462]
